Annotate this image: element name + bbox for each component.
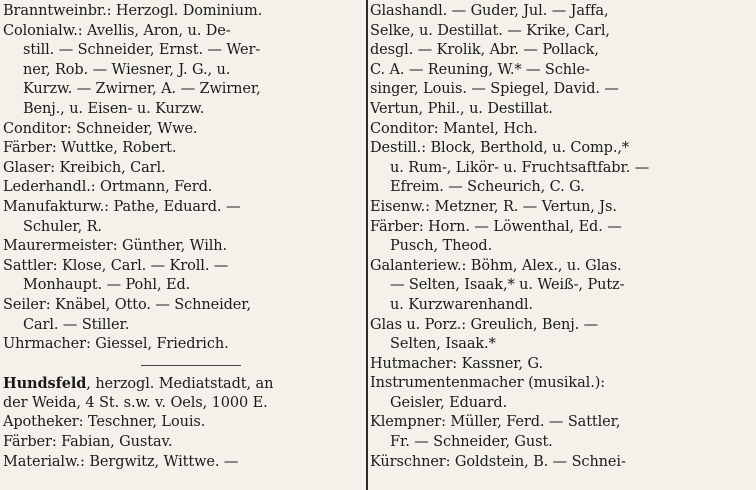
- text-line: Glashandl. — Guder, Jul. — Jaffa,: [370, 3, 609, 19]
- text-line: Manufakturw.: Pathe, Eduard. —: [3, 198, 241, 215]
- separator-rule: [141, 365, 241, 366]
- text-line: Klempner: Müller, Ferd. — Sattler,: [370, 414, 621, 431]
- text-line: Apotheker: Teschner, Louis.: [3, 414, 206, 431]
- text-line: Instrumentenmacher (musikal.):: [370, 375, 606, 392]
- text-line: Destill.: Block, Berthold, u. Comp.,*: [370, 140, 630, 157]
- text-line: Branntweinbr.: Herzogl. Dominium.: [3, 3, 263, 19]
- text-line: Schuler, R.: [23, 218, 102, 235]
- text-line: Conditor: Mantel, Hch.: [370, 120, 538, 137]
- text-line: Lederhandl.: Ortmann, Ferd.: [3, 179, 213, 196]
- text-line: — Selten, Isaak,* u. Weiß-, Putz-: [390, 277, 625, 294]
- text-line: Colonialw.: Avellis, Aron, u. De-: [3, 22, 231, 39]
- text-line: Carl. — Stiller.: [23, 316, 130, 333]
- text-line: C. A. — Reuning, W.* — Schle-: [370, 61, 590, 78]
- text-line: Monhaupt. — Pohl, Ed.: [23, 277, 191, 294]
- text-line: singer, Louis. — Spiegel, David. —: [370, 81, 619, 98]
- text-line: Färber: Wuttke, Robert.: [3, 140, 177, 157]
- text-line: Galanteriew.: Böhm, Alex., u. Glas.: [370, 257, 622, 274]
- text-line: Benj., u. Eisen- u. Kurzw.: [23, 100, 205, 117]
- left-column: [3, 2, 365, 472]
- text-line: Färber: Horn. — Löwenthal, Ed. —: [370, 218, 622, 235]
- text-line: Färber: Fabian, Gustav.: [3, 434, 173, 451]
- text-line: Hutmacher: Kassner, G.: [370, 355, 543, 372]
- right-column: [370, 2, 754, 472]
- text-line: Conditor: Schneider, Wwe.: [3, 120, 198, 137]
- text-line: Selten, Isaak.*: [390, 336, 496, 353]
- text-line: Vertun, Phil., u. Destillat.: [370, 100, 553, 117]
- text-line: desgl. — Krolik, Abr. — Pollack,: [370, 42, 599, 59]
- text-line: Glaser: Kreibich, Carl.: [3, 159, 166, 176]
- text-line: Kurzw. — Zwirner, A. — Zwirner,: [23, 81, 261, 98]
- text-line: Eisenw.: Metzner, R. — Vertun, Js.: [370, 198, 617, 215]
- column-divider: [366, 0, 368, 490]
- place-name: Hundsfeld: [3, 375, 87, 393]
- text-line: Sattler: Klose, Carl. — Kroll. —: [3, 257, 229, 274]
- text-line: Maurermeister: Günther, Wilh.: [3, 238, 228, 255]
- text-line: u. Rum-, Likör- u. Fruchtsaftfabr. —: [390, 159, 650, 176]
- text-line: Uhrmacher: Giessel, Friedrich.: [3, 336, 229, 353]
- text-line: Efreim. — Scheurich, C. G.: [390, 179, 585, 196]
- text-line: ner, Rob. — Wiesner, J. G., u.: [23, 61, 231, 78]
- section-separator: [3, 355, 365, 375]
- text-line: still. — Schneider, Ernst. — Wer-: [23, 42, 261, 59]
- text-line: Pusch, Theod.: [390, 238, 493, 255]
- text-line: Glas u. Porz.: Greulich, Benj. —: [370, 316, 599, 333]
- text-line: Geisler, Eduard.: [390, 394, 508, 411]
- text-line: Fr. — Schneider, Gust.: [390, 434, 553, 451]
- text-line: u. Kurzwarenhandl.: [390, 296, 533, 313]
- text-line: Hundsfeld, herzogl. Mediatstadt, an: [3, 375, 274, 393]
- text-line: Kürschner: Goldstein, B. — Schnei-: [370, 453, 626, 470]
- text-line: Materialw.: Bergwitz, Wittwe. —: [3, 453, 239, 470]
- text-line: der Weida, 4 St. s.w. v. Oels, 1000 E.: [3, 394, 268, 411]
- text-line: Seiler: Knäbel, Otto. — Schneider,: [3, 296, 252, 313]
- text-line: Selke, u. Destillat. — Krike, Carl,: [370, 22, 610, 39]
